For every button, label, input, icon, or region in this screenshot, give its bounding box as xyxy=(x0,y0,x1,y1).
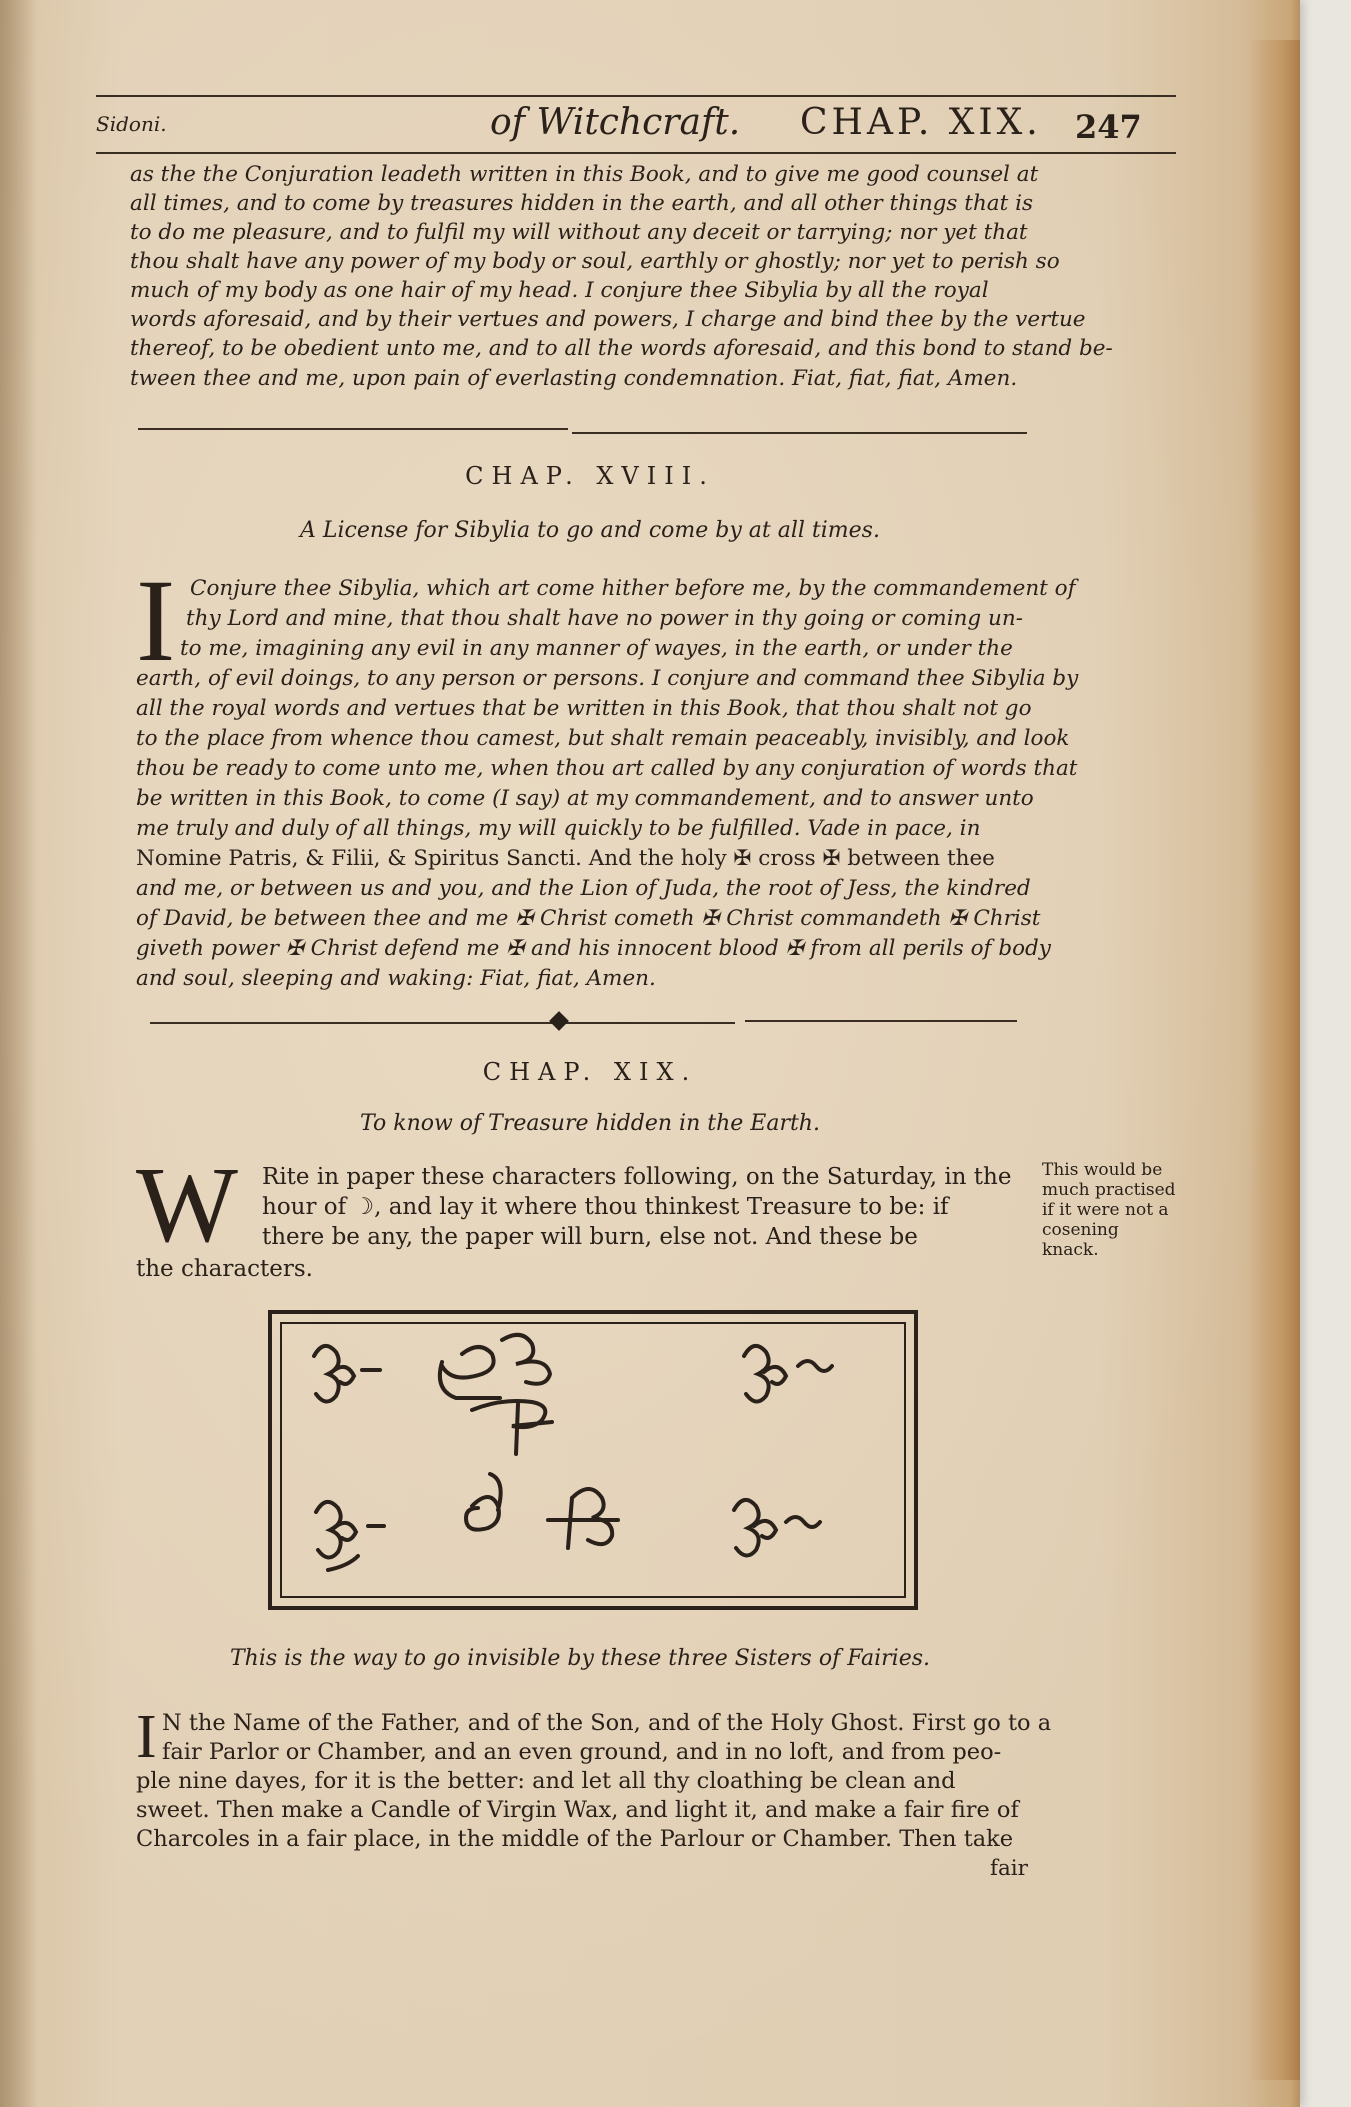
running-head-chapter: CHAP. XIX. xyxy=(800,102,1042,143)
text-line: fair Parlor or Chamber, and an even ground, and in no loft, and from peo- xyxy=(162,1739,1002,1765)
chapter-18-heading: CHAP. XVIII. xyxy=(465,462,715,490)
character-glyph xyxy=(316,1502,384,1570)
text-line: tween thee and me, upon pain of everlasting condemnation. Fiat, fiat, fiat, Amen. xyxy=(130,366,1018,391)
text-line: thereof, to be obedient unto me, and to all the words aforesaid, and this bond to stand be- xyxy=(130,336,1113,361)
margin-note xyxy=(1042,1160,1176,1260)
margin-note-line: knack. xyxy=(1042,1240,1099,1260)
text-line: N the Name of the Father, and of the Son, and of the Holy Ghost. First go to a xyxy=(162,1710,1052,1736)
text-line: me truly and duly of all things, my will quickly to be fulfilled. Vade in pace, in xyxy=(136,816,981,841)
text-line: all the royal words and vertues that be written in this Book, that thou shalt not go xyxy=(136,696,1032,721)
text-line: sweet. Then make a Candle of Virgin Wax, and light it, and make a fair fire of xyxy=(136,1797,1019,1823)
text-line: giveth power ✠ Christ defend me ✠ and his innocent blood ✠ from all perils of body xyxy=(136,936,1051,961)
character-glyph xyxy=(440,1335,552,1454)
character-glyph xyxy=(734,1500,820,1556)
margin-note-line: cosening xyxy=(1042,1220,1119,1240)
text-line: the characters. xyxy=(136,1256,313,1282)
section-rule xyxy=(150,1022,735,1024)
text-line: of David, be between thee and me ✠ Christ cometh ✠ Christ commandeth ✠ Christ xyxy=(136,906,1041,931)
text-line: words aforesaid, and by their vertues and powers, I charge and bind thee by the vertue xyxy=(130,307,1086,332)
text-line: thou shalt have any power of my body or soul, earthly or ghostly; nor yet to perish so xyxy=(130,249,1060,274)
section-rule xyxy=(572,432,1027,434)
text-line: thy Lord and mine, that thou shalt have no power in thy going or coming un- xyxy=(186,606,1023,631)
margin-note-line: much practised xyxy=(1042,1180,1176,1200)
character-glyph xyxy=(466,1474,501,1530)
text-line: earth, of evil doings, to any person or persons. I conjure and command thee Sibylia by xyxy=(136,666,1079,691)
text-line: and me, or between us and you, and the Lion of Juda, the root of Jess, the kindred xyxy=(136,876,1031,901)
header-rule-bottom xyxy=(96,152,1176,154)
text-line: ple nine dayes, for it is the better: and let all thy cloathing be clean and xyxy=(136,1768,956,1794)
character-glyph xyxy=(744,1346,832,1402)
text-line: there be any, the paper will burn, else not. And these be xyxy=(262,1224,918,1250)
section-rule xyxy=(745,1020,1017,1022)
text-line: much of my body as one hair of my head. I conjure thee Sibylia by all the royal xyxy=(130,278,989,303)
text-line: to do me pleasure, and to fulfil my will without any deceit or tarrying; nor yet that xyxy=(130,220,1028,245)
page-spine-shadow xyxy=(0,0,38,2107)
characters-figure xyxy=(268,1310,918,1610)
text-line: as the the Conjuration leadeth written in this Book, and to give me good counsel at xyxy=(130,162,1039,187)
text-line: Rite in paper these characters following, on the Saturday, in the xyxy=(262,1164,1012,1190)
drop-cap: I xyxy=(136,1703,157,1771)
text-line: Charcoles in a fair place, in the middle of the Parlour or Chamber. Then take xyxy=(136,1826,1014,1852)
text-line: thou be ready to come unto me, when thou art called by any conjuration of words that xyxy=(136,756,1078,781)
running-head-left: Sidoni. xyxy=(96,112,167,136)
header-rule-top xyxy=(96,95,1176,97)
chapter-19-subtitle: To know of Treasure hidden in the Earth. xyxy=(360,1111,820,1136)
text-line: hour of ☽, and lay it where thou thinkest Treasure to be: if xyxy=(262,1194,949,1220)
page-edge-stain xyxy=(1250,40,1300,2080)
margin-note-line: if it were not a xyxy=(1042,1200,1169,1220)
text-line: all times, and to come by treasures hidden in the earth, and all other things that is xyxy=(130,191,1033,216)
text-line: Conjure thee Sibylia, which art come hither before me, by the commandement of xyxy=(190,576,1076,601)
drop-cap: I xyxy=(136,555,176,686)
ornament-diamond xyxy=(549,1011,569,1031)
margin-note-line: This would be xyxy=(1042,1160,1163,1180)
character-glyph xyxy=(548,1489,618,1548)
chapter-18-subtitle: A License for Sibylia to go and come by at all times. xyxy=(300,518,880,543)
text-line: to the place from whence thou camest, but shalt remain peaceably, invisibly, and look xyxy=(136,726,1070,751)
text-line: to me, imagining any evil in any manner of wayes, in the earth, or under the xyxy=(180,636,1013,661)
catchword: fair xyxy=(990,1856,1028,1881)
figure-caption: This is the way to go invisible by these three Sisters of Fairies. xyxy=(229,1646,930,1671)
drop-cap: W xyxy=(136,1146,238,1265)
running-head-title: of Witchcraft. xyxy=(490,102,741,143)
page-number: 247 xyxy=(1075,108,1142,146)
section-rule xyxy=(138,428,568,430)
text-line: be written in this Book, to come (I say) at my commandement, and to answer unto xyxy=(136,786,1034,811)
text-line: Nomine Patris, & Filii, & Spiritus Sancti. And the holy ✠ cross ✠ between thee xyxy=(136,846,995,871)
character-glyph xyxy=(314,1346,380,1402)
chapter-19-heading: CHAP. XIX. xyxy=(482,1058,698,1086)
text-line: and soul, sleeping and waking: Fiat, fiat, Amen. xyxy=(136,966,656,991)
magic-characters-drawing xyxy=(272,1314,914,1606)
